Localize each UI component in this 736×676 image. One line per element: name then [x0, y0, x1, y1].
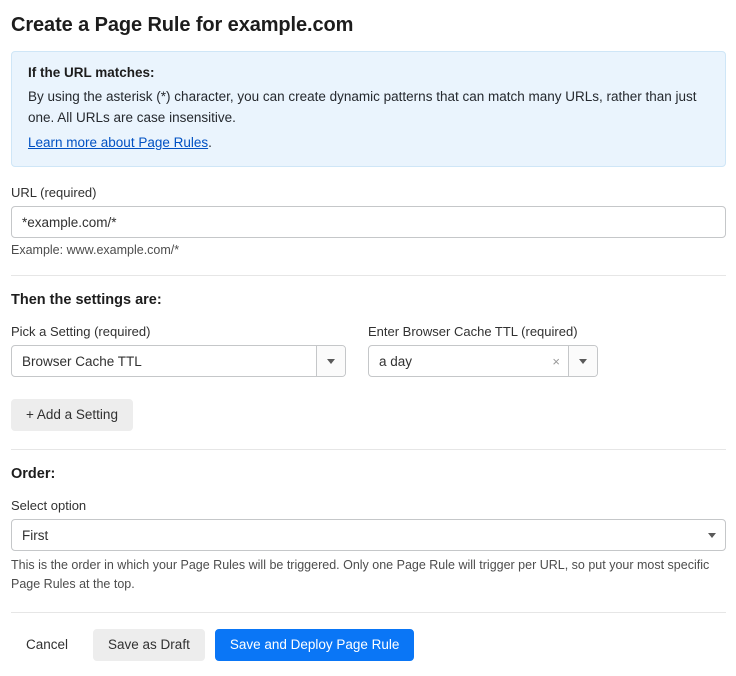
clear-icon[interactable]: ×	[552, 353, 560, 369]
chevron-down-icon	[708, 533, 716, 538]
order-select-caret[interactable]	[704, 533, 725, 538]
pick-setting-dropdown-button[interactable]	[316, 346, 345, 376]
add-setting-button[interactable]: + Add a Setting	[11, 399, 133, 431]
cancel-button[interactable]: Cancel	[11, 629, 83, 661]
chevron-down-icon	[579, 359, 587, 364]
callout-link-row	[28, 128, 709, 152]
footer-actions	[11, 629, 726, 661]
pick-setting-column	[11, 324, 346, 377]
url-field-label: URL (required)	[11, 185, 97, 200]
divider-footer	[11, 612, 726, 613]
settings-row	[11, 324, 726, 377]
settings-section-title: Then the settings are:	[11, 292, 162, 308]
order-select-label: Select option	[11, 498, 87, 513]
browser-cache-ttl-dropdown-button[interactable]	[568, 346, 597, 376]
browser-cache-ttl-value: a day	[379, 353, 413, 369]
chevron-down-icon	[327, 359, 335, 364]
order-help-text: This is the order in which your Page Rules will be triggered. Only one Page Rule will trigger per URL, so put your most specific Page Rules at the top.	[11, 558, 710, 591]
order-select-value: First	[22, 527, 49, 543]
pick-setting-value: Browser Cache TTL	[22, 353, 142, 369]
learn-more-page-rules-link[interactable]: Learn more about Page Rules	[28, 135, 209, 150]
save-and-deploy-button[interactable]: Save and Deploy Page Rule	[215, 629, 415, 661]
browser-cache-ttl-select[interactable]	[368, 345, 598, 377]
divider-settings	[11, 275, 726, 276]
url-input[interactable]	[11, 206, 726, 238]
page-title: Create a Page Rule for example.com	[11, 14, 354, 36]
callout-link-period: .	[208, 135, 212, 150]
save-as-draft-button[interactable]: Save as Draft	[93, 629, 205, 661]
add-setting-row	[11, 399, 726, 431]
order-section-title: Order:	[11, 466, 56, 482]
pick-setting-label: Pick a Setting (required)	[11, 324, 151, 339]
browser-cache-ttl-label: Enter Browser Cache TTL (required)	[368, 324, 578, 339]
order-select[interactable]	[11, 519, 726, 551]
url-example-text: Example: www.example.com/*	[11, 243, 180, 257]
callout-body: By using the asterisk (*) character, you can create dynamic patterns that can match many URLs, rather than just one. All URLs are case insensitive.	[28, 89, 697, 125]
browser-cache-ttl-column	[368, 324, 598, 377]
url-match-callout	[11, 51, 726, 167]
callout-title: If the URL matches:	[28, 65, 155, 80]
divider-order	[11, 449, 726, 450]
pick-setting-select[interactable]	[11, 345, 346, 377]
